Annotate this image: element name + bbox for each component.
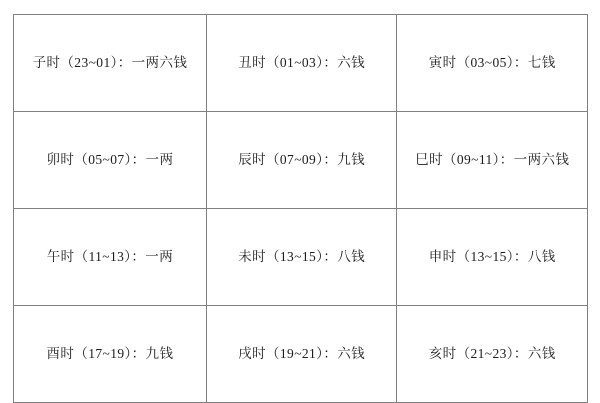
table-cell-wei: 未时（13~15）：八钱: [206, 209, 397, 306]
table-body: [14, 15, 588, 403]
table-cell-si: 巳时（09~11）：一两六钱: [397, 112, 588, 209]
table-cell-yin: 寅时（03~05）：七钱: [397, 15, 588, 112]
table-cell-mao: 卯时（05~07）：一两: [14, 112, 207, 209]
table-cell-you: 酉时（17~19）：九钱: [14, 306, 207, 403]
table-cell-shen: 申时（13~15）：八钱: [397, 209, 588, 306]
table-row: [14, 209, 588, 306]
table-cell-chen: 辰时（07~09）：九钱: [206, 112, 397, 209]
table-cell-zi: 子时（23~01）：一两六钱: [14, 15, 207, 112]
table-cell-xu: 戌时（19~21）：六钱: [206, 306, 397, 403]
table-row: [14, 112, 588, 209]
table-cell-wu: 午时（11~13）：一两: [14, 209, 207, 306]
table-row: [14, 306, 588, 403]
table-cell-chou: 丑时（01~03）：六钱: [206, 15, 397, 112]
table-row: [14, 15, 588, 112]
hour-weight-table: [13, 14, 588, 403]
table-cell-hai: 亥时（21~23）：六钱: [397, 306, 588, 403]
